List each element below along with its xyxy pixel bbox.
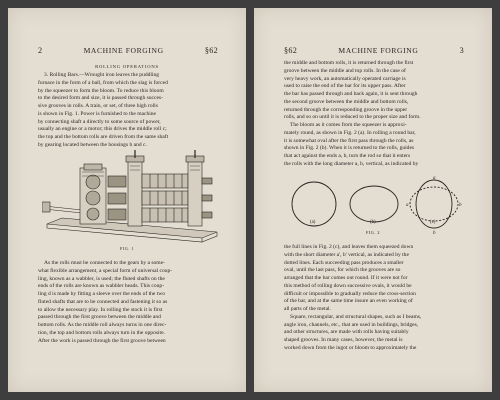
text-line: worked down from the ingot or bloom to approximately the [284, 344, 417, 351]
text-line: After the work is passed through the first groove between [38, 337, 166, 344]
left-page-header [38, 46, 218, 55]
text-line: used to raise the end of the bar for its upper pass. After [284, 83, 406, 90]
text-line: passed through the first groove between the middle and [38, 314, 161, 321]
text-line: difficult or impossible to gradually reduce the cross-section [284, 290, 416, 297]
point-label: a [406, 203, 409, 208]
text-line: rolls, and so on until it is reduced to the proper size and form. [284, 114, 421, 121]
text-line: groove between the middle and top rolls. In the case of [284, 67, 406, 74]
squeezed-oval-dotted [410, 187, 458, 221]
right-page [254, 8, 492, 392]
text-line: mately round, as shown in Fig. 2 (a). In rolling a round bar, [284, 129, 416, 136]
left-page [8, 8, 246, 392]
text-line: fluted shafts that are to be connected and fastening it so as [38, 298, 168, 305]
right-section-ref: §62 [284, 46, 298, 55]
text-line: by the squeezer to form the bloom. To reduce this bloom [38, 87, 164, 94]
text-line: the second groove between the middle and bottom rolls, [284, 98, 409, 105]
text-line: it is somewhat oval after the first pass through the rolls, as [284, 137, 414, 144]
text-line: of the bar, and at the same time insure an even working of [284, 298, 413, 305]
right-page-number: 3 [459, 46, 464, 55]
text-line: bottom rolls. As the middle roll always turns in one direc- [38, 322, 167, 328]
text-line: The bloom as it comes from the squeezer is approxi- [290, 122, 407, 128]
text-line: furnace in the form of a ball, from which the slag is forced [38, 79, 168, 86]
text-line: to allow the necessary play. In rolling the stock it is first [38, 306, 163, 313]
right-running-title: MACHINE FORGING [338, 46, 419, 55]
text-line: and other structures, are made with rolls having suitably [284, 329, 409, 336]
text-line: with the short diameter a', b' vertical, as indicated by the [284, 251, 409, 258]
figure-2-label-c: (c) [430, 220, 436, 225]
text-line: tion, the top and bottom rolls always turn in the opposite. [38, 329, 165, 336]
text-line: dotted lines. Each succeeding pass produces a smaller [284, 259, 404, 266]
text-line: ling, known as a wabbler, is used; the fluted shafts on the [38, 275, 165, 282]
text-line: angle iron, channels, etc., that are used in buildings, bridges, [284, 321, 419, 328]
text-line: arranged that the bar comes out round. If it were not for [284, 275, 408, 281]
point-label: b [433, 231, 436, 236]
text-line: to the desired form and size, it is passed through succes- [38, 95, 163, 102]
right-paragraph-1 [284, 60, 464, 169]
rolling-mill-illustration [42, 146, 222, 244]
text-line: the bar has passed through and back again, it is sent through [284, 91, 418, 97]
text-line: Square, rectangular, and structural shapes, such as I beams, [290, 313, 422, 320]
text-line: returned through the corresponding groove in the upper [284, 106, 408, 113]
text-line: shown in Fig. 2 (b). When it is returned to the rolls, guides [284, 145, 415, 152]
left-paragraph-2 [38, 260, 218, 345]
text-line: very heavy work, an automatically operated carriage is [284, 75, 406, 82]
text-line: all parts of the metal. [284, 306, 331, 312]
text-line: the full lines in Fig. 2 (c), and leaves them squeezed down [284, 244, 414, 250]
point-label: a [433, 176, 436, 181]
text-line: As the rolls must be connected to the gears by a some- [44, 260, 165, 266]
figure-2-label-a: (a) [310, 220, 316, 225]
left-running-title: MACHINE FORGING [83, 46, 164, 55]
left-paragraph-1 [38, 72, 218, 150]
text-line: 3. Rolling Bars.—Wrought iron leaves the puddling [44, 72, 160, 78]
text-line: what flexible arrangement, a special form of universal coup- [38, 267, 173, 274]
text-line: is shown in Fig. 1. Power is furnished to the machine [38, 110, 157, 117]
oval-bar-section [350, 186, 398, 222]
text-line: oval, until the last pass, for which the grooves are so [284, 267, 401, 274]
right-paragraph-2 [284, 244, 464, 353]
section-subheading: ROLLING OPERATIONS [95, 64, 159, 69]
text-line: ling d is made by fitting a sleeve over the ends of the two [38, 291, 166, 297]
text-line: that act against the ends a, b, turn the rod so that it enters [284, 153, 411, 159]
text-line: the top and the bottom rolls are driven from the same shaft [38, 134, 169, 140]
figure-2-caption: FIG. 2 [366, 230, 380, 235]
figure-1-caption: FIG. 1 [120, 246, 134, 251]
text-line: usually an engine or a motor; this drives the middle roll c; [38, 126, 167, 133]
text-line: the rolls with the long diameter a, b, vertical, as indicated by [284, 160, 419, 167]
left-section-ref: §62 [204, 46, 218, 55]
text-line: the middle and bottom rolls, it is returned through the first [284, 60, 414, 66]
text-line: shaped grooves. In many cases, however, the metal is [284, 337, 403, 343]
point-label: b [459, 203, 462, 208]
right-page-header [284, 46, 464, 55]
figure-2-label-b: (b) [370, 220, 376, 225]
text-line: ends of the rolls are known as wabbler heads. This coup- [38, 283, 165, 290]
text-line: by gearing located between the housings b and c. [38, 141, 147, 148]
text-line: sive grooves in rolls. A train, or set, of three high rolls [38, 103, 158, 109]
text-line: by connecting shaft a directly to some source of power, [38, 118, 161, 125]
bar-cross-section-diagram [282, 176, 466, 238]
text-line: this method of rolling down successive ovals, it would be [284, 282, 412, 289]
left-page-number: 2 [38, 46, 43, 55]
